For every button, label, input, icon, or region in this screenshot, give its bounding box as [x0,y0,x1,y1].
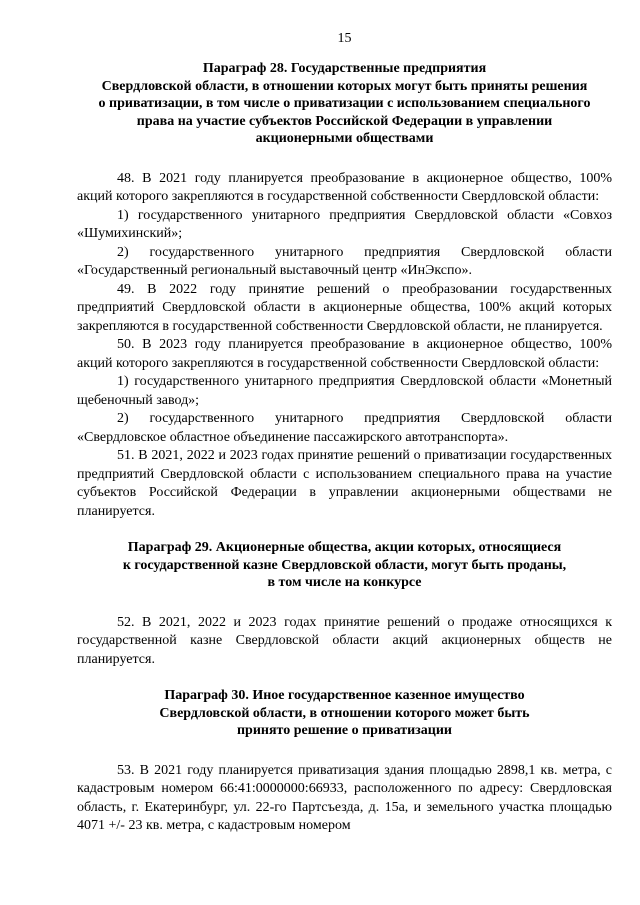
heading-line: в том числе на конкурсе [267,575,422,590]
section-heading [77,687,612,740]
list-item-50-2: 2) государственного унитарного предприятия Свердловской области «Свердловское областное объединение пассажирского автотранспорта». [77,411,612,445]
paragraph-51: 51. В 2021, 2022 и 2023 годах принятие решений о приватизации государственных предприятий Свердловской области с использованием специального права на участие субъектов Российской Федерации в управлении акционерными обществами не планируется. [77,448,612,519]
heading-line: к государственной казне Свердловской области, могут быть проданы, [122,557,567,573]
section-paragraph-28 [77,60,612,521]
heading-line: акционерными обществами [255,131,434,146]
paragraph-52: 52. В 2021, 2022 и 2023 годах принятие решений о продаже относящихся к государственной казне Свердловской области акций акционерных обществ не планируется. [77,614,612,667]
section-heading [77,60,612,148]
heading-line: Свердловской области, в отношении которых могут быть приняты решения [101,78,588,94]
paragraph-49: 49. В 2022 году принятие решений о преобразовании государственных предприятий Свердловской области в акционерные общества, 100% акций которых закрепляются в государственной собственности Свердловской области, не планируется. [77,281,612,334]
paragraph-50: 50. В 2023 году планируется преобразование в акционерное общество, 100% акций которого закрепляются в государственной собственности Свердловской области: [77,337,612,371]
section-heading [77,539,612,592]
heading-line: Свердловской области, в отношении которого может быть [159,705,530,721]
heading-line: права на участие субъектов Российской Федерации в управлении [136,113,553,129]
heading-line: Параграф 30. Иное государственное казенное имущество [164,688,525,703]
heading-line: принято решение о приватизации [236,723,453,738]
paragraph-48: 48. В 2021 году планируется преобразование в акционерное общество, 100% акций которого закрепляются в государственной собственности Свердловской области: [77,170,612,204]
page-number: 15 [337,31,352,46]
list-item-48-2: 2) государственного унитарного предприятия Свердловской области «Государственный региональный выставочный центр «ИнЭкспо». [77,244,612,278]
heading-line: Параграф 29. Акционерные общества, акции которых, относящиеся [127,540,562,555]
heading-line: Параграф 28. Государственные предприятия [202,61,487,76]
section-paragraph-30 [77,687,612,836]
list-item-48-1: 1) государственного унитарного предприятия Свердловской области «Совхоз «Шумихинский»; [77,207,612,241]
heading-line: о приватизации, в том числе о приватизации с использованием специального [98,96,591,111]
section-paragraph-29 [77,539,612,669]
list-item-50-1: 1) государственного унитарного предприятия Свердловской области «Монетный щебеночный завод»; [77,374,612,408]
paragraph-53: 53. В 2021 году планируется приватизация здания площадью 2898,1 кв. метра, с кадастровым номером 66:41:0000000:66933, расположенного по адресу: Свердловская область, г. Екатеринбург, ул. 22-го Партсъезда, д. 15а, и земельного участка площадью 4071 +/- 23 кв. метра, с кадастровым номером [77,762,612,833]
